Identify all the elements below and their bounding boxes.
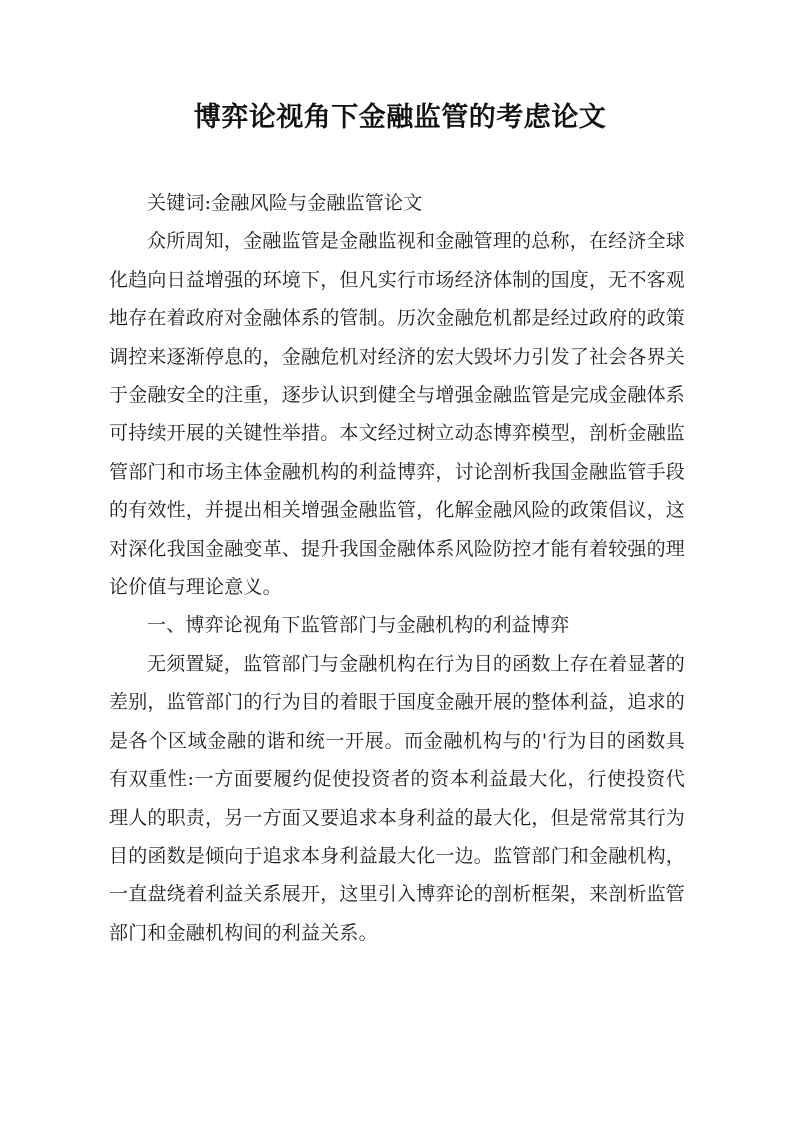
paragraph-section-one: 无须置疑，监管部门与金融机构在行为目的函数上存在着显著的差别，监管部门的行为目的着眼于国度金融开展的整体利益，追求的是各个区域金融的谐和统一开展。而金融机构与的'行为目的函数具有双重性:一方面要履约促使投资者的资本利益最大化，行使投资代理人的职责，另一方面又要追求本身利益的最大化，但是常常其行为目的函数是倾向于追求本身利益最大化一边。监管部门和金融机构，一直盘绕着利益关系展开，这里引入博弈论的剖析框架，来剖析监管部门和金融机构间的利益关系。 (109, 652, 686, 944)
document-title: 博弈论视角下金融监管的考虑论文 (193, 102, 607, 133)
paragraph-intro: 众所周知，金融监管是金融监视和金融管理的总称，在经济全球化趋向日益增强的环境下，但凡实行市场经济体制的国度，无不客观地存在着政府对金融体系的管制。历次金融危机都是经过政府的政策调控来逐渐停息的，金融危机对经济的宏大毁坏力引发了社会各界关于金融安全的注重，逐步认识到健全与增强金融监管是完成金融体系可持续开展的关键性举措。本文经过树立动态博弈模型，剖析金融监管部门和市场主体金融机构的利益博弈，讨论剖析我国金融监管手段的有效性，并提出相关增强金融监管，化解金融风险的政策倡议，这对深化我国金融变革、提升我国金融体系风险防控才能有着较强的理论价值与理论意义。 (109, 230, 686, 599)
section-heading: 一、博弈论视角下监管部门与金融机构的利益博弈 (147, 614, 570, 637)
keywords-line: 关键词:金融风险与金融监管论文 (147, 192, 423, 214)
document-body (109, 184, 685, 952)
